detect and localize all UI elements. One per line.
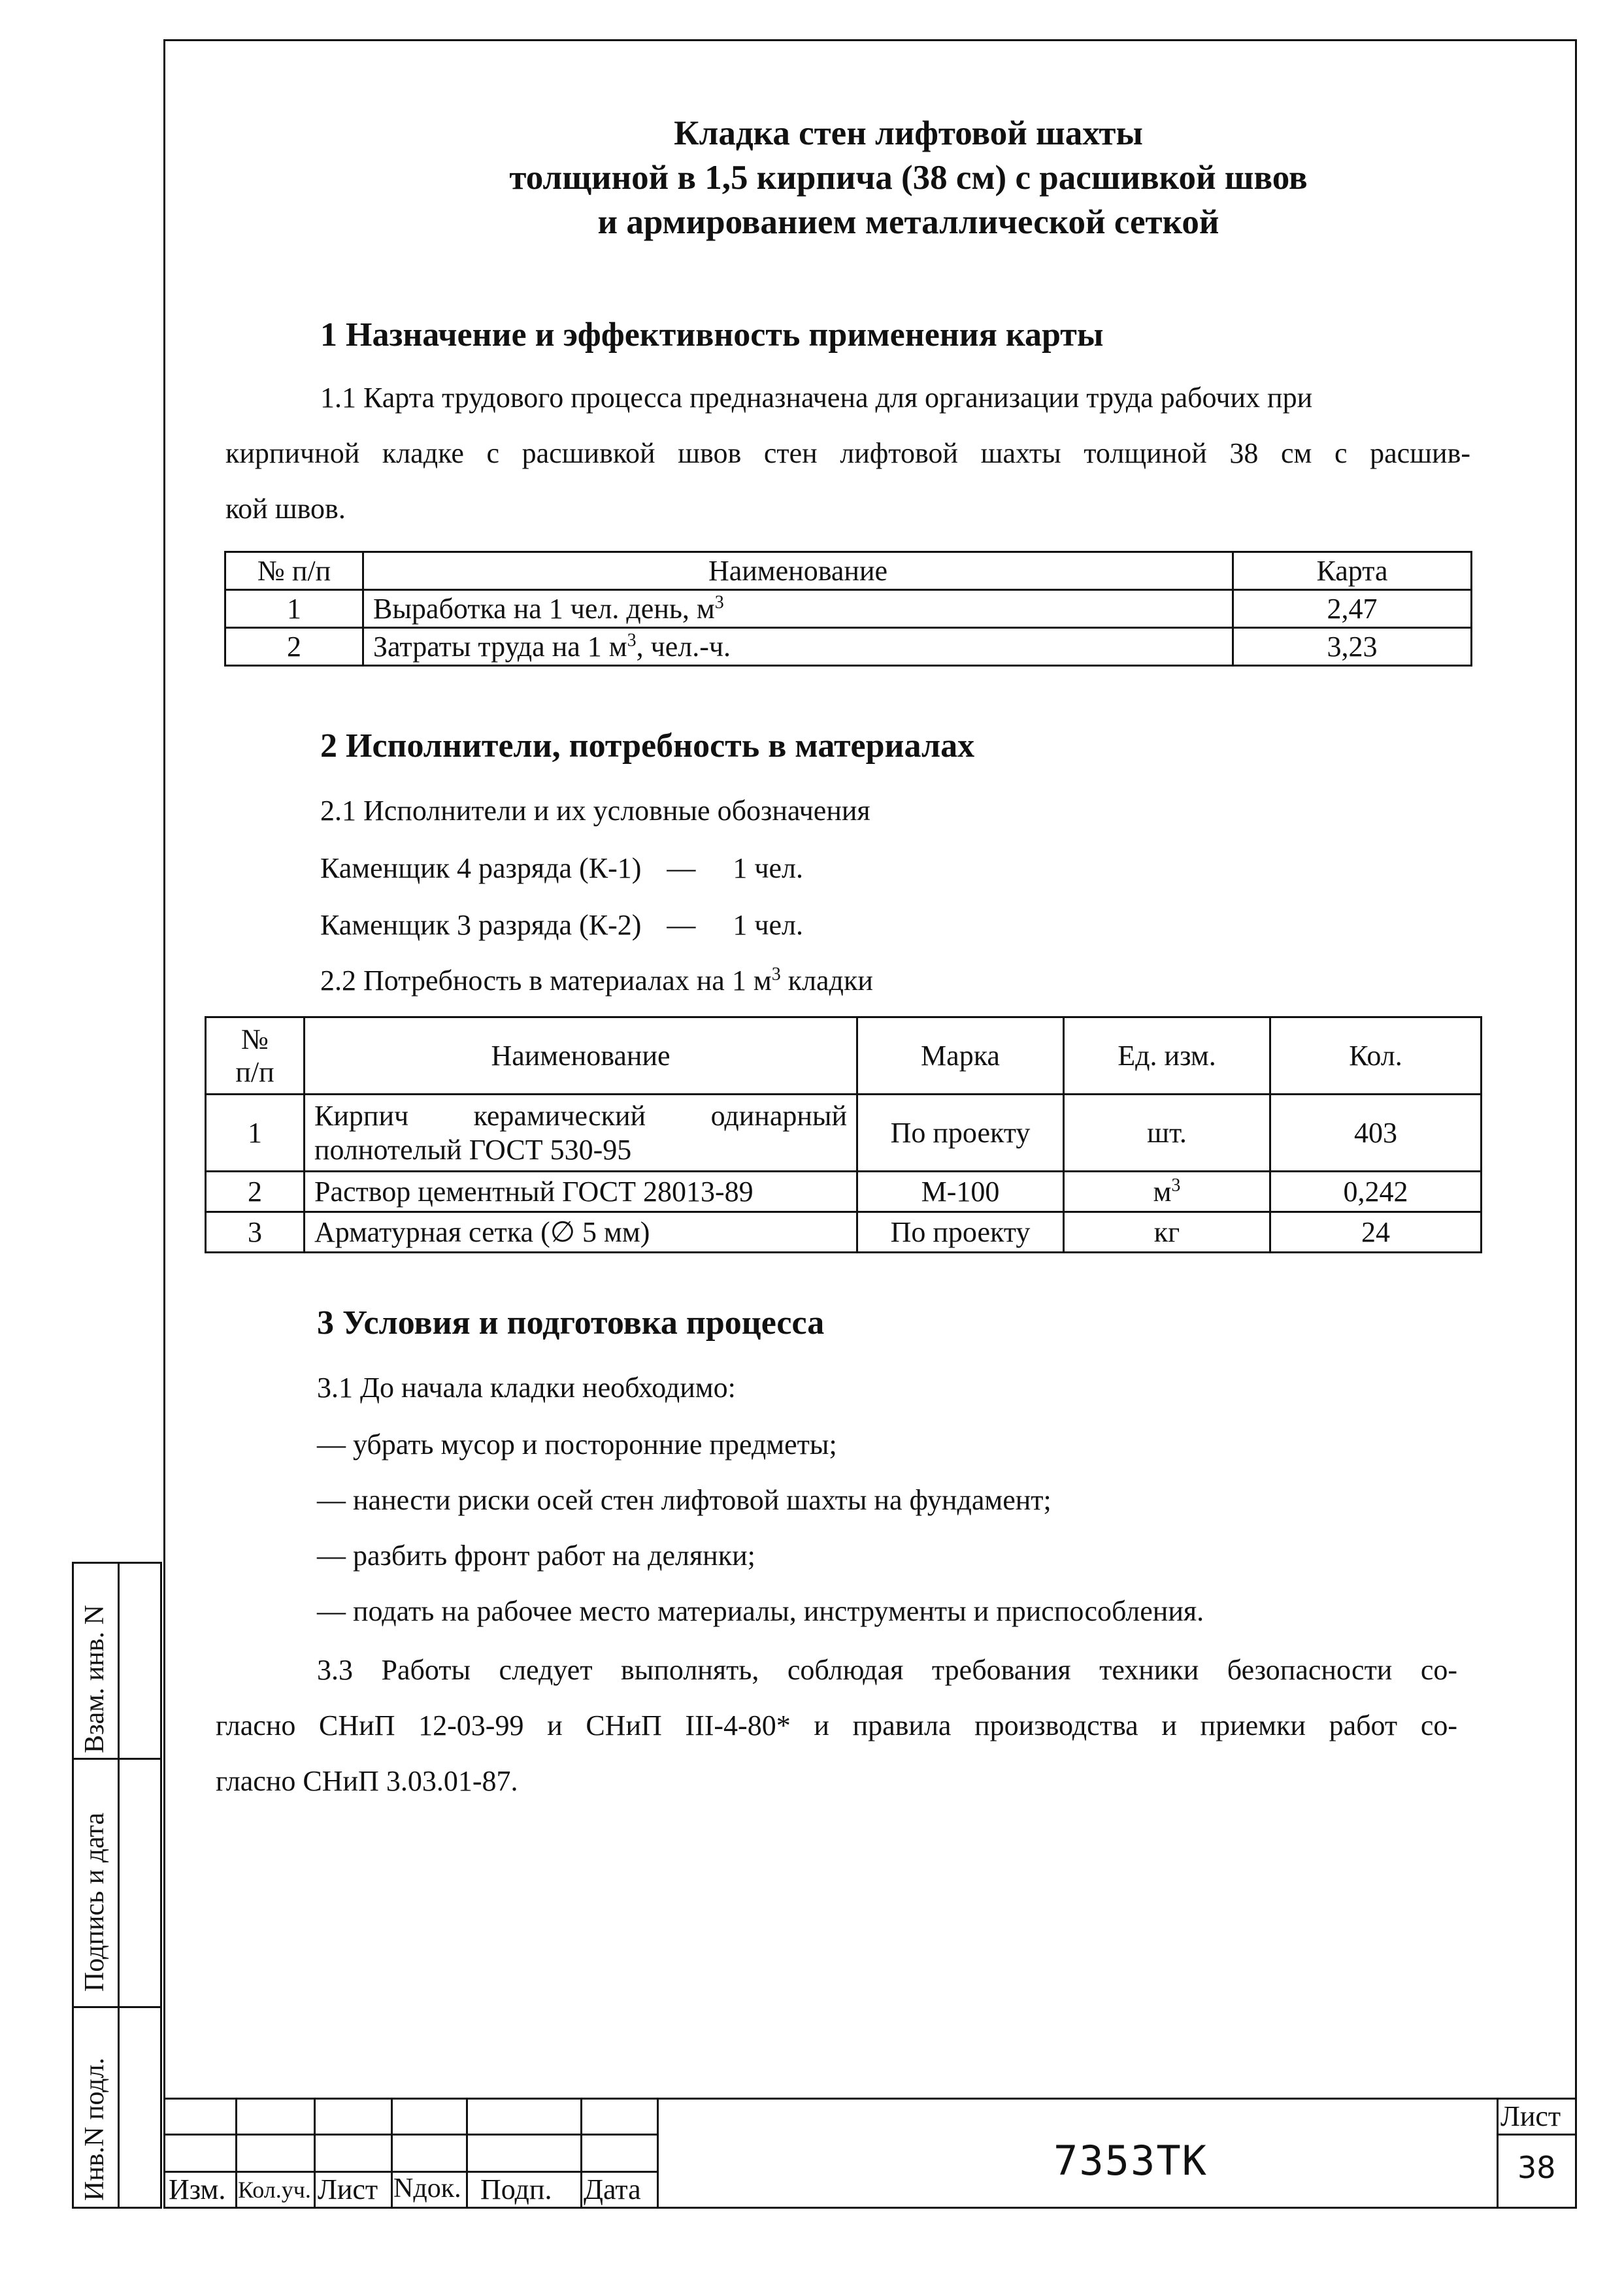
worker-dash: —: [667, 909, 696, 941]
table-cell-brand: По проекту: [857, 1095, 1064, 1172]
table-cell-num: 3: [206, 1212, 305, 1253]
table-header-row: [206, 1017, 1482, 1095]
title-line-1: Кладка стен лифтовой шахты: [674, 114, 1143, 152]
table-cell-name: Кирпич керамический одинарный полнотелый ГОСТ 530-95: [305, 1095, 857, 1172]
table-header-name: Наименование: [305, 1017, 857, 1095]
section-3-para-line-1: 3.3 Работы следует выполнять, соблюдая требования техники безопасности со-: [317, 1654, 1457, 1686]
table-header-brand: Марка: [857, 1017, 1064, 1095]
side-label-replace: Взам. инв. N: [80, 1605, 110, 1753]
list-item: — разбить фронт работ на делянки;: [317, 1540, 755, 1572]
table-cell-unit: $м^3$: [1064, 1172, 1270, 1212]
table-cell-num: 1: [225, 590, 363, 628]
stamp-sheet-label: Лист: [1500, 2100, 1561, 2132]
table-header-name: Наименование: [363, 552, 1233, 590]
table-cell-name: Выработка на 1 чел. день, $м^3$: [363, 590, 1233, 628]
side-label-signature: Подпись и дата: [80, 1812, 110, 1992]
worker-role: Каменщик 3 разряда (К-2): [320, 909, 642, 941]
list-item: — убрать мусор и посторонние предметы;: [317, 1428, 837, 1460]
section-3-para-line-2: гласно СНиП 12-03-99 и СНиП III-4-80* и правила производства и приемки работ со-: [216, 1709, 1457, 1741]
table-header-qty: Кол.: [1270, 1017, 1482, 1095]
table-cell-qty: 0,242: [1270, 1172, 1482, 1212]
table-cell-num: 2: [225, 628, 363, 666]
efficiency-table: [224, 551, 1472, 667]
section-2-heading: 2 Исполнители, потребность в материалах: [320, 727, 975, 765]
document-title: [392, 111, 1425, 244]
section-1-para-line-3: кой швов.: [225, 493, 346, 525]
table-row: [225, 590, 1472, 628]
worker-dash: —: [667, 852, 696, 884]
section-3-para-line-3: гласно СНиП 3.03.01-87.: [216, 1765, 518, 1797]
section-1-para-line-2: кирпичной кладке с расшивкой швов стен лифтовой шахты толщиной 38 см с расшив-: [225, 437, 1470, 469]
table-cell-brand: По проекту: [857, 1212, 1064, 1253]
table-cell-unit: шт.: [1064, 1095, 1270, 1172]
section-1-heading: 1 Назначение и эффективность применения карты: [320, 316, 1104, 354]
title-line-3: и армированием металлической сеткой: [597, 203, 1219, 241]
stamp-col-date: Дата: [584, 2173, 641, 2205]
table-cell-value: 2,47: [1233, 590, 1472, 628]
stamp-col-sheet: Лист: [318, 2173, 378, 2205]
section-3-heading: 3 Условия и подготовка процесса: [317, 1304, 825, 1342]
section-1-para-line-1: 1.1 Карта трудового процесса предназначена для организации труда рабочих при: [320, 382, 1313, 414]
table-cell-name: Затраты труда на 1 $м^3$, чел.-ч.: [363, 628, 1233, 666]
table-cell-qty: 403: [1270, 1095, 1482, 1172]
stamp-sheet-number: 38: [1517, 2150, 1556, 2185]
table-cell-num: 1: [206, 1095, 305, 1172]
table-row: [206, 1172, 1482, 1212]
list-item: — подать на рабочее место материалы, инструменты и приспособления.: [317, 1595, 1204, 1627]
worker-row-2: [320, 908, 803, 942]
section-2-sub-1: 2.1 Исполнители и их условные обозначения: [320, 795, 870, 827]
section-3-sub-1: 3.1 До начала кладки необходимо:: [317, 1372, 736, 1404]
worker-row-1: [320, 851, 803, 885]
materials-table: [205, 1016, 1482, 1253]
table-header-num: № п/п: [206, 1017, 305, 1095]
table-cell-unit: кг: [1064, 1212, 1270, 1253]
table-row: [206, 1095, 1482, 1172]
stamp-col-change: Изм.: [169, 2173, 226, 2205]
table-cell-num: 2: [206, 1172, 305, 1212]
table-header-num: № п/п: [225, 552, 363, 590]
document-code: 7353ТК: [1053, 2137, 1208, 2185]
side-stamp: [72, 1562, 162, 2209]
table-header-value: Карта: [1233, 552, 1472, 590]
table-header-unit: Ед. изм.: [1064, 1017, 1270, 1095]
table-row: [225, 628, 1472, 666]
table-cell-qty: 24: [1270, 1212, 1482, 1253]
table-row: [206, 1212, 1482, 1253]
table-cell-brand: М-100: [857, 1172, 1064, 1212]
table-cell-name: Раствор цементный ГОСТ 28013-89: [305, 1172, 857, 1212]
list-item: — нанести риски осей стен лифтовой шахты на фундамент;: [317, 1484, 1052, 1516]
table-cell-value: 3,23: [1233, 628, 1472, 666]
stamp-col-signature: Подп.: [480, 2173, 552, 2205]
table-cell-name: Арматурная сетка (∅ 5 мм): [305, 1212, 857, 1253]
side-label-inventory: Инв.N подл.: [80, 2057, 110, 2201]
stamp-col-docnum: Nдок.: [393, 2173, 461, 2203]
title-line-2: толщиной в 1,5 кирпича (38 см) с расшивкой швов: [509, 159, 1308, 197]
worker-count: 1 чел.: [733, 909, 804, 941]
worker-role: Каменщик 4 разряда (К-1): [320, 852, 642, 884]
table-header-row: [225, 552, 1472, 590]
stamp-col-count: Кол.уч.: [238, 2177, 311, 2203]
section-2-sub-2: 2.2 Потребность в материалах на 1 $м^3$ кладки: [320, 964, 873, 997]
worker-count: 1 чел.: [733, 852, 804, 884]
